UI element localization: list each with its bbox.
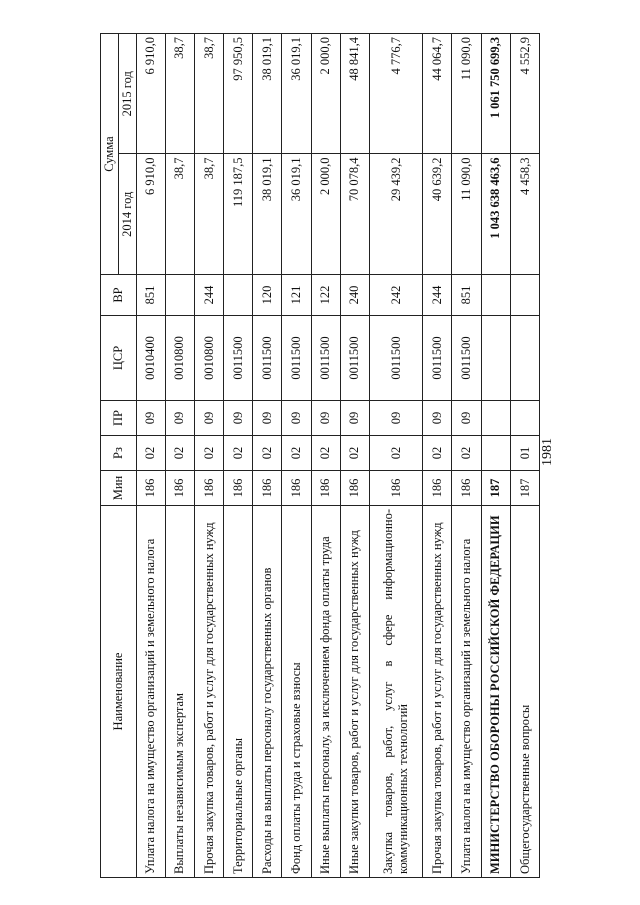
row-vr-cell: 122 <box>311 275 340 316</box>
row-vr-cell: 121 <box>282 275 311 316</box>
row-name-cell: Фонд оплаты труда и страховые взносы <box>282 506 311 878</box>
budget-table-wrapper <box>100 33 540 878</box>
row-rz-cell: 01 <box>510 436 539 471</box>
row-csr-cell: 0011500 <box>282 316 311 401</box>
row-rz-cell <box>481 436 510 471</box>
row-min-cell: 186 <box>282 471 311 506</box>
row-vr-cell <box>165 275 194 316</box>
row-rz-cell: 02 <box>194 436 223 471</box>
row-2015-cell: 11 090,0 <box>452 34 481 155</box>
row-2015-cell: 97 950,5 <box>224 34 253 155</box>
row-vr-cell <box>510 275 539 316</box>
row-vr-cell <box>224 275 253 316</box>
table-row <box>510 34 539 878</box>
row-min-cell: 186 <box>369 471 422 506</box>
row-pr-cell: 09 <box>340 401 369 436</box>
row-csr-cell: 0011500 <box>311 316 340 401</box>
row-rz-cell: 02 <box>423 436 452 471</box>
row-csr-cell: 0011500 <box>423 316 452 401</box>
header-pr: ПР <box>101 401 137 436</box>
row-2014-cell: 29 439,2 <box>369 154 422 275</box>
row-rz-cell: 02 <box>136 436 165 471</box>
row-pr-cell: 09 <box>311 401 340 436</box>
row-name-cell: Общегосударственные вопросы <box>510 506 539 878</box>
row-2014-cell: 38,7 <box>194 154 223 275</box>
row-csr-cell <box>481 316 510 401</box>
row-csr-cell: 0011500 <box>224 316 253 401</box>
header-2015: 2015 год <box>118 34 136 155</box>
row-2015-cell: 4 552,9 <box>510 34 539 155</box>
row-pr-cell <box>510 401 539 436</box>
row-2014-cell: 4 458,3 <box>510 154 539 275</box>
table-row <box>224 34 253 878</box>
row-name-cell: Уплата налога на имущество организаций и земельного налога <box>452 506 481 878</box>
row-pr-cell <box>481 401 510 436</box>
header-vr: ВР <box>101 275 137 316</box>
table-row <box>282 34 311 878</box>
row-pr-cell: 09 <box>194 401 223 436</box>
row-min-cell: 186 <box>311 471 340 506</box>
row-min-cell: 186 <box>423 471 452 506</box>
row-rz-cell: 02 <box>452 436 481 471</box>
table-row <box>311 34 340 878</box>
row-csr-cell <box>510 316 539 401</box>
table-row <box>136 34 165 878</box>
table-row <box>165 34 194 878</box>
row-2015-cell: 36 019,1 <box>282 34 311 155</box>
row-2015-cell: 38,7 <box>194 34 223 155</box>
row-vr-cell <box>481 275 510 316</box>
row-name-cell: МИНИСТЕРСТВО ОБОРОНЫ РОССИЙСКОЙ ФЕДЕРАЦИИ <box>481 506 510 878</box>
row-2015-cell: 38 019,1 <box>253 34 282 155</box>
table-row <box>423 34 452 878</box>
row-pr-cell: 09 <box>452 401 481 436</box>
row-min-cell: 186 <box>136 471 165 506</box>
row-2014-cell: 38,7 <box>165 154 194 275</box>
row-pr-cell: 09 <box>423 401 452 436</box>
row-2015-cell: 38,7 <box>165 34 194 155</box>
budget-table <box>100 33 540 878</box>
row-min-cell: 186 <box>194 471 223 506</box>
row-csr-cell: 0011500 <box>452 316 481 401</box>
row-2014-cell: 40 639,2 <box>423 154 452 275</box>
table-row <box>340 34 369 878</box>
row-vr-cell: 244 <box>423 275 452 316</box>
row-csr-cell: 0011500 <box>340 316 369 401</box>
row-2014-cell: 6 910,0 <box>136 154 165 275</box>
row-name-cell: Иные закупки товаров, работ и услуг для государственных нужд <box>340 506 369 878</box>
row-name-cell: Закупка товаров, работ, услуг в сфере информационно-коммуникационных технологий <box>369 506 422 878</box>
header-csr: ЦСР <box>101 316 137 401</box>
row-name-cell: Иные выплаты персоналу, за исключением фонда оплаты труда <box>311 506 340 878</box>
row-name-cell: Прочая закупка товаров, работ и услуг для государственных нужд <box>194 506 223 878</box>
table-row <box>452 34 481 878</box>
row-2014-cell: 119 187,5 <box>224 154 253 275</box>
header-sum: Сумма <box>101 34 119 275</box>
row-name-cell: Территориальные органы <box>224 506 253 878</box>
row-2014-cell: 2 000,0 <box>311 154 340 275</box>
row-rz-cell: 02 <box>340 436 369 471</box>
row-min-cell: 187 <box>510 471 539 506</box>
row-rz-cell: 02 <box>311 436 340 471</box>
row-min-cell: 186 <box>165 471 194 506</box>
row-csr-cell: 0010800 <box>165 316 194 401</box>
header-min: Мин <box>101 471 137 506</box>
table-body <box>136 34 540 878</box>
row-rz-cell: 02 <box>253 436 282 471</box>
row-pr-cell: 09 <box>369 401 422 436</box>
row-2014-cell: 70 078,4 <box>340 154 369 275</box>
row-2015-cell: 48 841,4 <box>340 34 369 155</box>
row-vr-cell: 851 <box>136 275 165 316</box>
header-rz: Рз <box>101 436 137 471</box>
row-min-cell: 186 <box>253 471 282 506</box>
row-vr-cell: 240 <box>340 275 369 316</box>
row-2015-cell: 1 061 750 699,3 <box>481 34 510 155</box>
table-row <box>253 34 282 878</box>
row-pr-cell: 09 <box>282 401 311 436</box>
table-row <box>369 34 422 878</box>
row-name-cell: Прочая закупка товаров, работ и услуг для государственных нужд <box>423 506 452 878</box>
row-min-cell: 186 <box>224 471 253 506</box>
row-min-cell: 186 <box>340 471 369 506</box>
row-rz-cell: 02 <box>165 436 194 471</box>
row-2015-cell: 2 000,0 <box>311 34 340 155</box>
row-min-cell: 186 <box>452 471 481 506</box>
row-2014-cell: 38 019,1 <box>253 154 282 275</box>
table-row <box>481 34 510 878</box>
row-rz-cell: 02 <box>369 436 422 471</box>
row-vr-cell: 242 <box>369 275 422 316</box>
row-pr-cell: 09 <box>165 401 194 436</box>
row-2014-cell: 36 019,1 <box>282 154 311 275</box>
row-2014-cell: 11 090,0 <box>452 154 481 275</box>
row-2014-cell: 1 043 638 463,6 <box>481 154 510 275</box>
row-vr-cell: 244 <box>194 275 223 316</box>
row-name-cell: Расходы на выплаты персоналу государственных органов <box>253 506 282 878</box>
rotated-page-content <box>100 0 540 905</box>
row-2015-cell: 4 776,7 <box>369 34 422 155</box>
row-rz-cell: 02 <box>282 436 311 471</box>
page-number: 1981 <box>540 438 555 466</box>
header-name: Наименование <box>101 506 137 878</box>
row-name-cell: Выплаты независимым экспертам <box>165 506 194 878</box>
row-csr-cell: 0011500 <box>253 316 282 401</box>
row-rz-cell: 02 <box>224 436 253 471</box>
row-pr-cell: 09 <box>136 401 165 436</box>
row-min-cell: 187 <box>481 471 510 506</box>
row-name-cell: Уплата налога на имущество организаций и земельного налога <box>136 506 165 878</box>
row-pr-cell: 09 <box>224 401 253 436</box>
row-2015-cell: 6 910,0 <box>136 34 165 155</box>
header-2014: 2014 год <box>118 154 136 275</box>
row-vr-cell: 851 <box>452 275 481 316</box>
row-csr-cell: 0011500 <box>369 316 422 401</box>
row-csr-cell: 0010800 <box>194 316 223 401</box>
row-pr-cell: 09 <box>253 401 282 436</box>
row-2015-cell: 44 064,7 <box>423 34 452 155</box>
table-row <box>194 34 223 878</box>
row-csr-cell: 0010400 <box>136 316 165 401</box>
row-vr-cell: 120 <box>253 275 282 316</box>
table-header <box>101 34 137 878</box>
